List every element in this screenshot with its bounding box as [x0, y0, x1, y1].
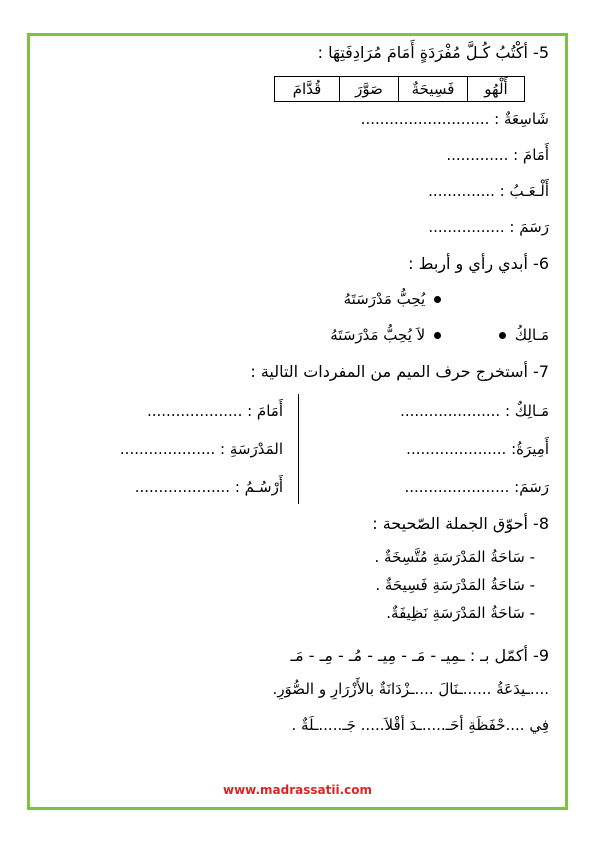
bullet-icon — [499, 332, 506, 339]
q5-line: رَسَمَ : ................ — [428, 218, 549, 236]
q7-right-item: أَمِيرَةُ: ..................... — [406, 440, 549, 458]
q7-right-item: رَسَمَ: ...................... — [404, 478, 549, 496]
q5-line: أَلْـعَـبُ : .............. — [428, 182, 549, 200]
q5-line: شَاسِعَةٌ : ........................... — [360, 110, 549, 128]
q5-word: فَسِيحَةٌ — [398, 77, 467, 101]
q7-left-item: أَرْسُـمُ : .................... — [134, 478, 283, 496]
q6-option-2 — [330, 326, 445, 344]
q6-name-text: مَـالِكُ — [514, 326, 549, 344]
footer-url — [0, 783, 595, 797]
bullet-icon — [434, 296, 441, 303]
q5-word: أَلْهُو — [467, 77, 524, 101]
q8-item: - سَاحَةُ المَدْرَسَةِ مُتَّسِخَةٌ . — [374, 548, 535, 566]
q7-left-item: المَدْرَسَةِ : .................... — [119, 440, 283, 458]
q8-item: - سَاحَةُ المَدْرَسَةِ فَسِيحَةٌ . — [375, 576, 535, 594]
q6-name — [495, 326, 549, 344]
q6-option-2-text: لاَ يُحِبُّ مَدْرَسَتَهُ — [330, 326, 426, 344]
q8-item: - سَاحَةُ المَدْرَسَةِ نَظِيفَةٌ. — [386, 604, 535, 622]
q7-right-item: مَـالِكٌ : ..................... — [400, 402, 549, 420]
q5-heading: 5- أكْتُبُ كُـلَّ مُفْرَدَةٍ أَمَامَ مُرَادِفَتِهَا : — [317, 43, 549, 62]
q8-heading: 8- أحوّق الجملة الصّحيحة : — [372, 514, 549, 533]
footer-url-text: www.madrassatii.com — [222, 783, 373, 797]
q7-divider — [298, 394, 299, 504]
q5-word: صَوَّرَ — [339, 77, 398, 101]
q6-option-1-text: يُحِبُّ مَدْرَسَتَهُ — [343, 290, 426, 308]
q5-word: قُدَّامَ — [292, 80, 322, 98]
q9-line-2: فِي ....حْفَظَةِ أحَـ.....ـدَ أقْلاَ..... جَـ.....ـلَةٌ . — [291, 716, 549, 734]
q9-heading: 9- أكمّل بـ : ـمِيـ - مَـ - مِيـ - مُـ - مِـ - مَـ — [290, 646, 549, 665]
q6-option-1 — [344, 290, 445, 308]
q7-left-item: أَمَامَ : .................... — [146, 402, 283, 420]
bullet-icon — [434, 332, 441, 339]
q5-line: أَمَامَ : ............. — [446, 146, 549, 164]
q9-line-1: ....ـيدَعَةُ ......ـنَالَ ....ـزْدَانَةٌ بالأَزْرَارِ و الصُّوَرِ. — [272, 680, 549, 698]
q5-word-box — [274, 76, 525, 102]
q7-heading: 7- أستخرج حرف الميم من المفردات التالية : — [250, 362, 549, 381]
q6-heading: 6- أبدي رأي و أربط : — [408, 254, 549, 273]
